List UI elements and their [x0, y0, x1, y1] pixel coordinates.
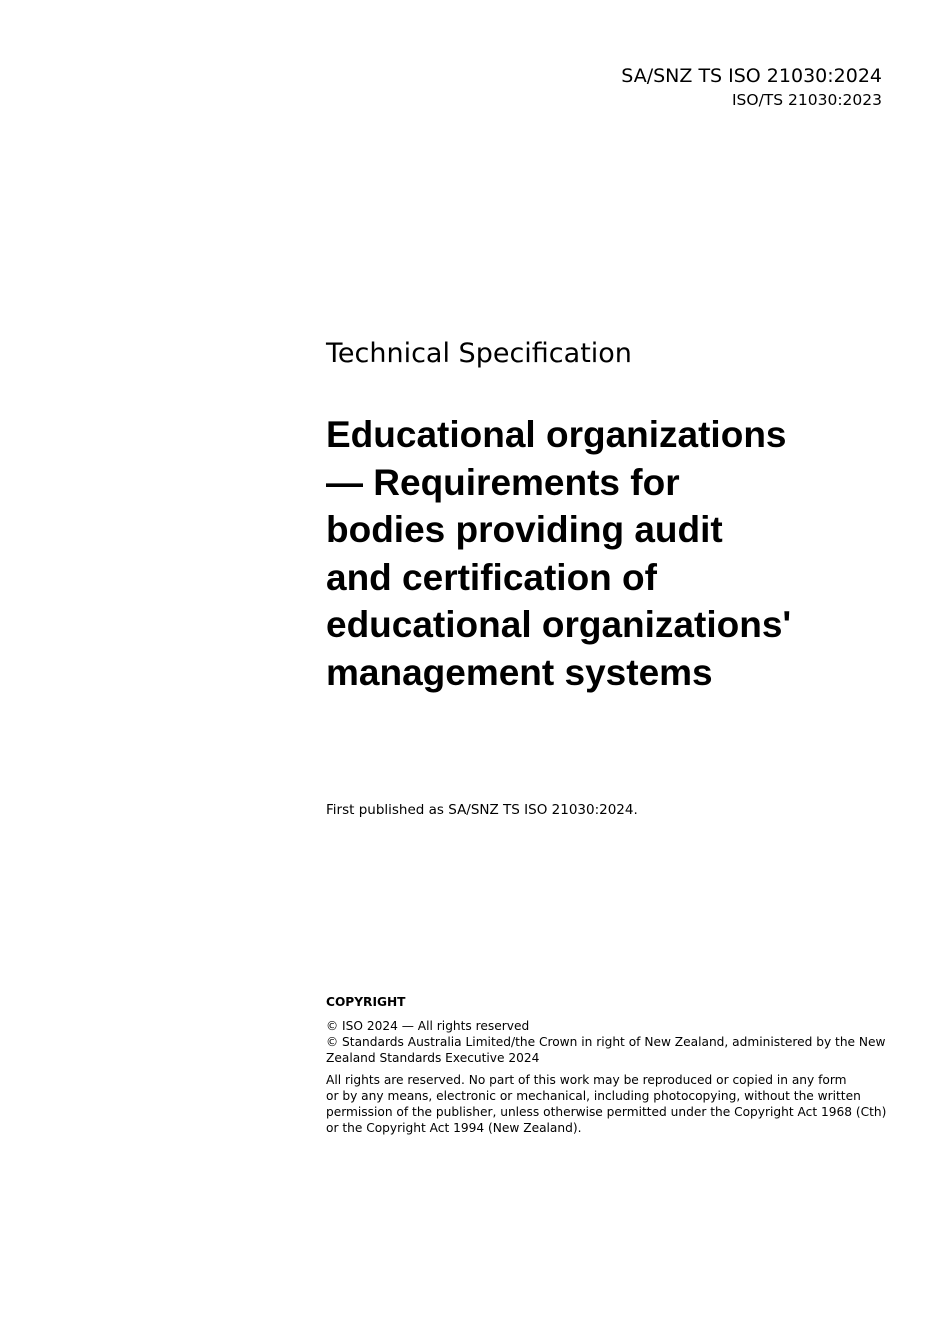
rights-line: permission of the publisher, unless otherwise permitted under the Copyright Act 1968 (Cth) [326, 1105, 887, 1119]
copyright-block [326, 994, 886, 1136]
copyright-heading: COPYRIGHT [326, 995, 406, 1009]
document-title [326, 411, 906, 696]
copyright-notices [326, 1018, 886, 1066]
title-line: — Requirements for [326, 461, 680, 503]
title-line: Educational organizations [326, 414, 787, 455]
title-line: bodies providing audit [326, 509, 723, 550]
document-type: Technical Specification [326, 338, 632, 369]
rights-line: All rights are reserved. No part of this work may be reproduced or copied in any form [326, 1073, 847, 1087]
copyright-notice-line: © Standards Australia Limited/the Crown in right of New Zealand, administered by the New [326, 1035, 886, 1049]
iso-number: ISO/TS 21030:2023 [731, 91, 882, 109]
title-line: management systems [326, 651, 713, 693]
title-line: educational organizations' [326, 604, 792, 645]
rights-line: or the Copyright Act 1994 (New Zealand). [326, 1121, 582, 1135]
copyright-notice-line: © ISO 2024 — All rights reserved [326, 1019, 530, 1033]
rights-line: or by any means, electronic or mechanical, including photocopying, without the written [326, 1089, 861, 1103]
first-published-note: First published as SA/SNZ TS ISO 21030:2024. [326, 802, 638, 818]
title-line: and certification of [326, 556, 657, 598]
copyright-notice-line: Zealand Standards Executive 2024 [326, 1051, 540, 1065]
standard-number: SA/SNZ TS ISO 21030:2024 [621, 65, 882, 87]
rights-statement [326, 1072, 886, 1136]
